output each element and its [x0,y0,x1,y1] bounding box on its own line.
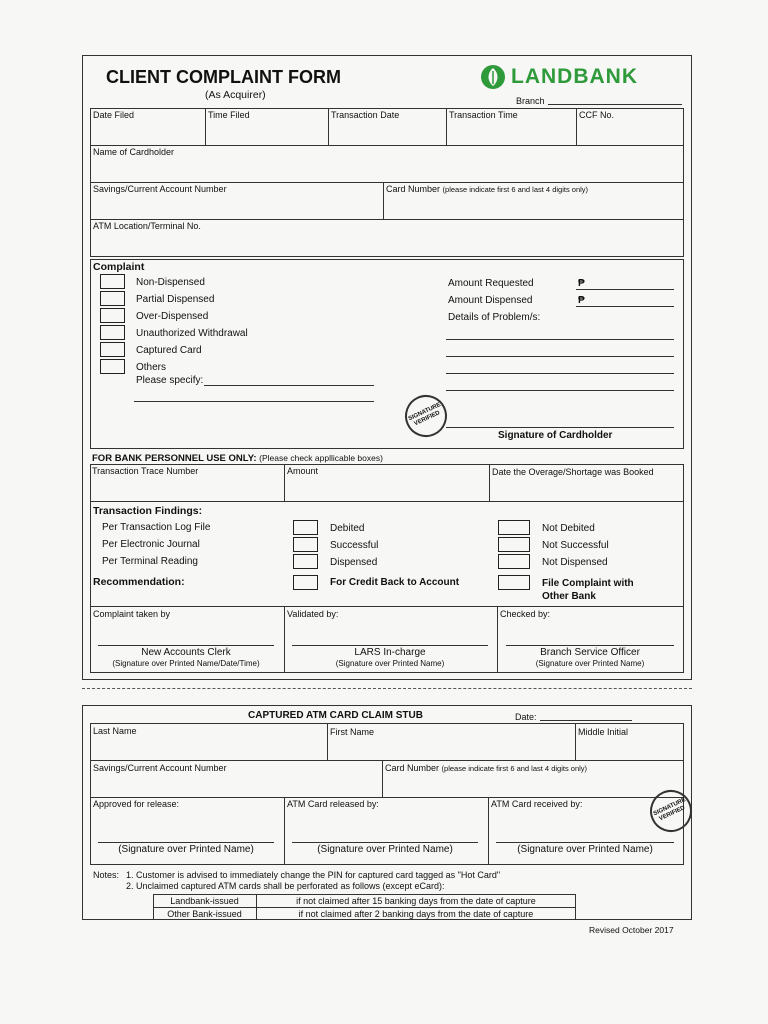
checkbox-over-dispensed[interactable] [100,308,125,323]
approved-for-release-label: Approved for release: [93,799,180,809]
table-otherbank-type: Other Bank-issued [167,909,242,919]
checkbox-not-successful[interactable] [498,537,530,552]
clerk-signature-line[interactable] [98,645,274,646]
peso-sign-dispensed: ₱ [578,295,585,306]
received-by-label: ATM Card received by: [491,799,583,809]
new-accounts-clerk-note: (Signature over Printed Name/Date/Time) [112,659,260,668]
details-line-2[interactable] [446,356,674,357]
stub-stamp-text: SIGNATURE VERIFIED [652,797,687,823]
approved-signature-line[interactable] [98,842,274,843]
please-specify-label: Please specify: [136,375,204,386]
first-name-field[interactable]: First Name [330,727,375,737]
stub-date-field[interactable] [540,720,632,721]
option-debited: Debited [330,523,365,534]
option-captured-card: Captured Card [136,345,202,356]
landbank-leaf-icon [480,64,506,90]
checkbox-partial-dispensed[interactable] [100,291,125,306]
details-line-4[interactable] [446,390,674,391]
released-sig-note: (Signature over Printed Name) [317,844,453,855]
option-successful: Successful [330,540,379,551]
checkbox-unauthorized-withdrawal[interactable] [100,325,125,340]
stub-card-number-field[interactable] [385,763,587,774]
signature-cardholder-line[interactable] [446,427,674,428]
card-number-note: (please indicate first 6 and last 4 digits only) [442,185,589,194]
details-line-3[interactable] [446,373,674,374]
option-partial-dispensed: Partial Dispensed [136,294,215,305]
finding-electronic-journal: Per Electronic Journal [102,539,200,550]
form-subtitle: (As Acquirer) [205,89,266,101]
table-otherbank-rule: if not claimed after 2 banking days from the date of capture [298,909,534,919]
checkbox-successful[interactable] [293,537,318,552]
stub-account-number-field[interactable]: Savings/Current Account Number [93,763,227,773]
amount-requested-label: Amount Requested [448,278,534,289]
finding-log-file: Per Transaction Log File [102,522,211,533]
note-1: 1. Customer is advised to immediately change the PIN for captured card tagged as "Hot Card" [126,870,501,880]
bank-use-note: (Please check appllicable boxes) [259,453,383,463]
bank-use-header [92,453,383,464]
validated-by-label: Validated by: [287,609,339,619]
transaction-time-field[interactable]: Transaction Time [449,110,518,120]
ccf-no-field[interactable]: CCF No. [579,110,615,120]
checkbox-captured-card[interactable] [100,342,125,357]
option-non-dispensed: Non-Dispensed [136,277,205,288]
account-number-field[interactable]: Savings/Current Account Number [93,184,227,194]
middle-initial-field[interactable]: Middle Initial [578,727,629,737]
checkbox-credit-back[interactable] [293,575,318,590]
transaction-findings-header: Transaction Findings: [93,505,203,517]
card-number-label: Card Number [386,184,441,194]
details-line-1[interactable] [446,339,674,340]
bso-note: (Signature over Printed Name) [535,659,645,668]
recommendation-label: Recommendation: [93,576,185,588]
option-dispensed: Dispensed [330,557,378,568]
option-unauthorized-withdrawal: Unauthorized Withdrawal [136,328,248,339]
atm-location-field[interactable]: ATM Location/Terminal No. [93,221,201,231]
amount-dispensed-label: Amount Dispensed [448,295,533,306]
branch-field[interactable] [548,104,682,105]
received-signature-line[interactable] [496,842,674,843]
please-specify-field[interactable] [204,385,374,386]
bank-use-block [90,464,684,673]
signature-cardholder-label: Signature of Cardholder [498,430,613,441]
stub-card-number-label: Card Number [385,763,440,773]
released-by-label: ATM Card released by: [287,799,379,809]
new-accounts-clerk-label: New Accounts Clerk [141,647,231,658]
checkbox-not-dispensed[interactable] [498,554,530,569]
finding-terminal-reading: Per Terminal Reading [102,556,198,567]
checked-by-label: Checked by: [500,609,551,619]
complaint-taken-by-label: Complaint taken by [93,609,171,619]
approved-sig-note: (Signature over Printed Name) [118,844,254,855]
bso-label: Branch Service Officer [540,647,640,658]
note-2: 2. Unclaimed captured ATM cards shall be perforated as follows (except eCard): [126,881,445,891]
checkbox-not-debited[interactable] [498,520,530,535]
amount-field[interactable]: Amount [287,466,319,476]
card-number-field[interactable] [386,184,588,195]
lars-signature-line[interactable] [292,645,488,646]
option-not-debited: Not Debited [542,523,595,534]
notes-label: Notes: [93,870,120,880]
amount-dispensed-field[interactable] [576,306,674,307]
option-not-successful: Not Successful [542,540,609,551]
time-filed-field[interactable]: Time Filed [208,110,250,120]
option-other-bank: Other Bank [542,591,596,602]
bso-signature-line[interactable] [506,645,674,646]
checkbox-others[interactable] [100,359,125,374]
details-label: Details of Problem/s: [448,312,541,323]
table-landbank-type: Landbank-issued [170,896,239,906]
stub-date-label: Date: [515,712,537,722]
amount-requested-field[interactable] [576,289,674,290]
landbank-logo [480,64,638,90]
option-file-complaint: File Complaint with [542,578,634,589]
stub-card-number-note: (please indicate first 6 and last 4 digits only) [441,764,588,773]
bank-use-title: FOR BANK PERSONNEL USE ONLY: [92,453,257,464]
released-signature-line[interactable] [292,842,478,843]
checkbox-non-dispensed[interactable] [100,274,125,289]
checkbox-file-complaint[interactable] [498,575,530,590]
transaction-date-field[interactable]: Transaction Date [331,110,400,120]
lars-note: (Signature over Printed Name) [335,659,445,668]
date-filed-field[interactable]: Date Filed [93,110,135,120]
stub-title: CAPTURED ATM CARD CLAIM STUB [248,710,423,721]
checkbox-dispensed[interactable] [293,554,318,569]
landbank-wordmark: LANDBANK [511,65,638,88]
trace-number-field[interactable]: Transaction Trace Number [92,466,199,476]
option-others: Others [136,362,167,373]
cardholder-name-field[interactable]: Name of Cardholder [93,147,175,157]
date-booked-field[interactable]: Date the Overage/Shortage was Booked [492,467,654,477]
received-sig-note: (Signature over Printed Name) [517,844,653,855]
revised-date: Revised October 2017 [589,925,674,935]
form-title: CLIENT COMPLAINT FORM [106,67,341,87]
last-name-field[interactable]: Last Name [93,726,137,736]
complaint-header: Complaint [93,261,145,273]
cut-line [82,688,692,689]
option-over-dispensed: Over-Dispensed [136,311,209,322]
peso-sign-requested: ₱ [578,278,585,289]
table-landbank-rule: if not claimed after 15 banking days from the date of capture [296,896,536,906]
option-not-dispensed: Not Dispensed [542,557,608,568]
please-specify-field-2[interactable] [134,401,374,402]
branch-label: Branch [516,96,545,106]
stamp-text: SIGNATURE VERIFIED [407,402,442,428]
checkbox-debited[interactable] [293,520,318,535]
lars-label: LARS In-charge [354,647,426,658]
option-credit-back: For Credit Back to Account [330,577,460,588]
